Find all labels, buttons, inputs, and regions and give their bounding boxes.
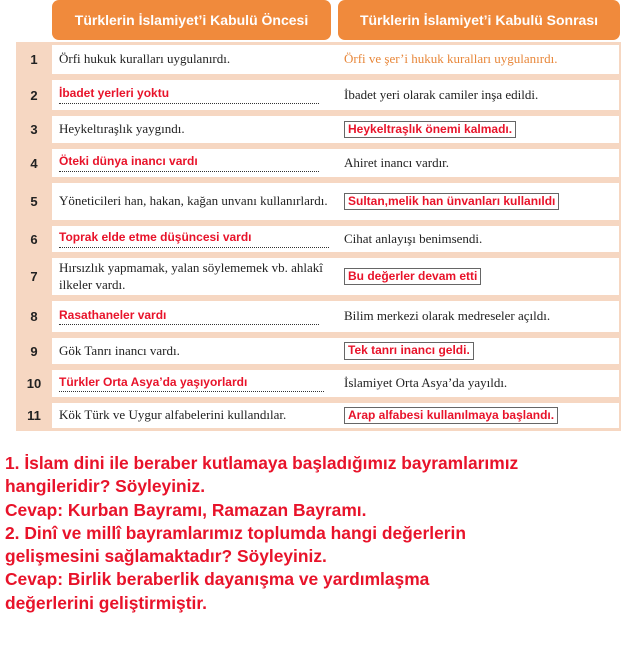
table-row [16, 255, 621, 298]
row-number: 9 [30, 343, 38, 359]
table-row [16, 42, 621, 77]
table-row [16, 367, 621, 400]
question-2-line-1: 2. Dinî ve millî bayramlarımız toplumda hangi değerlerin [5, 522, 466, 543]
cell-after: İbadet yeri olarak camiler inşa edildi. [337, 80, 619, 110]
question-1-line-2: hangileridir? Söyleyiniz. [5, 476, 206, 497]
table-row [16, 77, 621, 113]
table-row [16, 400, 621, 431]
cell-before: Örfi hukuk kuralları uygulanırdı. [52, 45, 345, 74]
cell-before: Rasathaneler vardı [52, 301, 345, 332]
cell-before: Yöneticileri han, hakan, kağan unvanı kullanırlardı. [52, 183, 345, 220]
cell-before: İbadet yerleri yoktu [52, 80, 345, 110]
cell-before: Hırsızlık yapmamak, yalan söylememek vb. ahlakî ilkeler vardı. [52, 258, 345, 295]
question-2-line-2: gelişmesini sağlamaktadır? Söyleyiniz. [5, 546, 327, 567]
row-number: 10 [26, 376, 42, 391]
cell-before: Türkler Orta Asya’da yaşıyorlardı [52, 370, 345, 397]
table-row [16, 223, 621, 255]
questions-answers [5, 452, 625, 615]
answer-1: Cevap: Kurban Bayramı, Ramazan Bayramı. [5, 499, 367, 520]
question-1-line-1: 1. İslam dini ile beraber kutlamaya başladığımız bayramlarımız [5, 453, 519, 473]
table-row [16, 113, 621, 146]
cell-after: Heykeltraşlık önemi kalmadı. [337, 116, 619, 143]
row-number: 6 [30, 231, 38, 247]
cell-after: Sultan,melik han ünvanları kullanıldı [337, 183, 619, 220]
row-number: 5 [30, 194, 38, 209]
row-number: 1 [30, 52, 38, 67]
cell-after: Bilim merkezi olarak medreseler açıldı. [337, 301, 619, 332]
header-after: Türklerin İslamiyet’i Kabulü Sonrası [338, 0, 620, 40]
row-number: 3 [30, 122, 38, 137]
table-row [16, 335, 621, 367]
cell-after: Ahiret inancı vardır. [337, 149, 619, 177]
table-row [16, 298, 621, 335]
cell-after: İslamiyet Orta Asya’da yayıldı. [337, 370, 619, 397]
cell-before: Kök Türk ve Uygur alfabelerini kullandılar. [52, 403, 345, 428]
comparison-table [16, 42, 621, 431]
header-before: Türklerin İslamiyet’i Kabulü Öncesi [52, 0, 331, 40]
cell-before: Heykeltıraşlık yaygındı. [52, 116, 345, 143]
cell-before: Gök Tanrı inancı vardı. [52, 338, 345, 364]
cell-after: Tek tanrı inancı geldi. [337, 338, 619, 364]
table-row [16, 146, 621, 180]
row-number: 8 [30, 309, 38, 324]
row-number: 7 [30, 269, 38, 284]
cell-after: Arap alfabesi kullanılmaya başlandı. [337, 403, 619, 428]
cell-after: Örfi ve şer’i hukuk kuralları uygulanırdı. [337, 45, 619, 74]
cell-after: Cihat anlayışı benimsendi. [337, 226, 619, 252]
cell-after: Bu değerler devam etti [337, 258, 619, 295]
row-number: 2 [30, 87, 38, 103]
answer-2-line-1: Cevap: Birlik beraberlik dayanışma ve yardımlaşma [5, 569, 430, 590]
row-number: 4 [30, 155, 38, 171]
row-number: 11 [27, 408, 41, 423]
cell-before: Öteki dünya inancı vardı [52, 149, 345, 177]
table-row [16, 180, 621, 223]
cell-before: Toprak elde etme düşüncesi vardı [52, 226, 345, 252]
answer-2-line-2: değerlerini geliştirmiştir. [5, 592, 207, 613]
